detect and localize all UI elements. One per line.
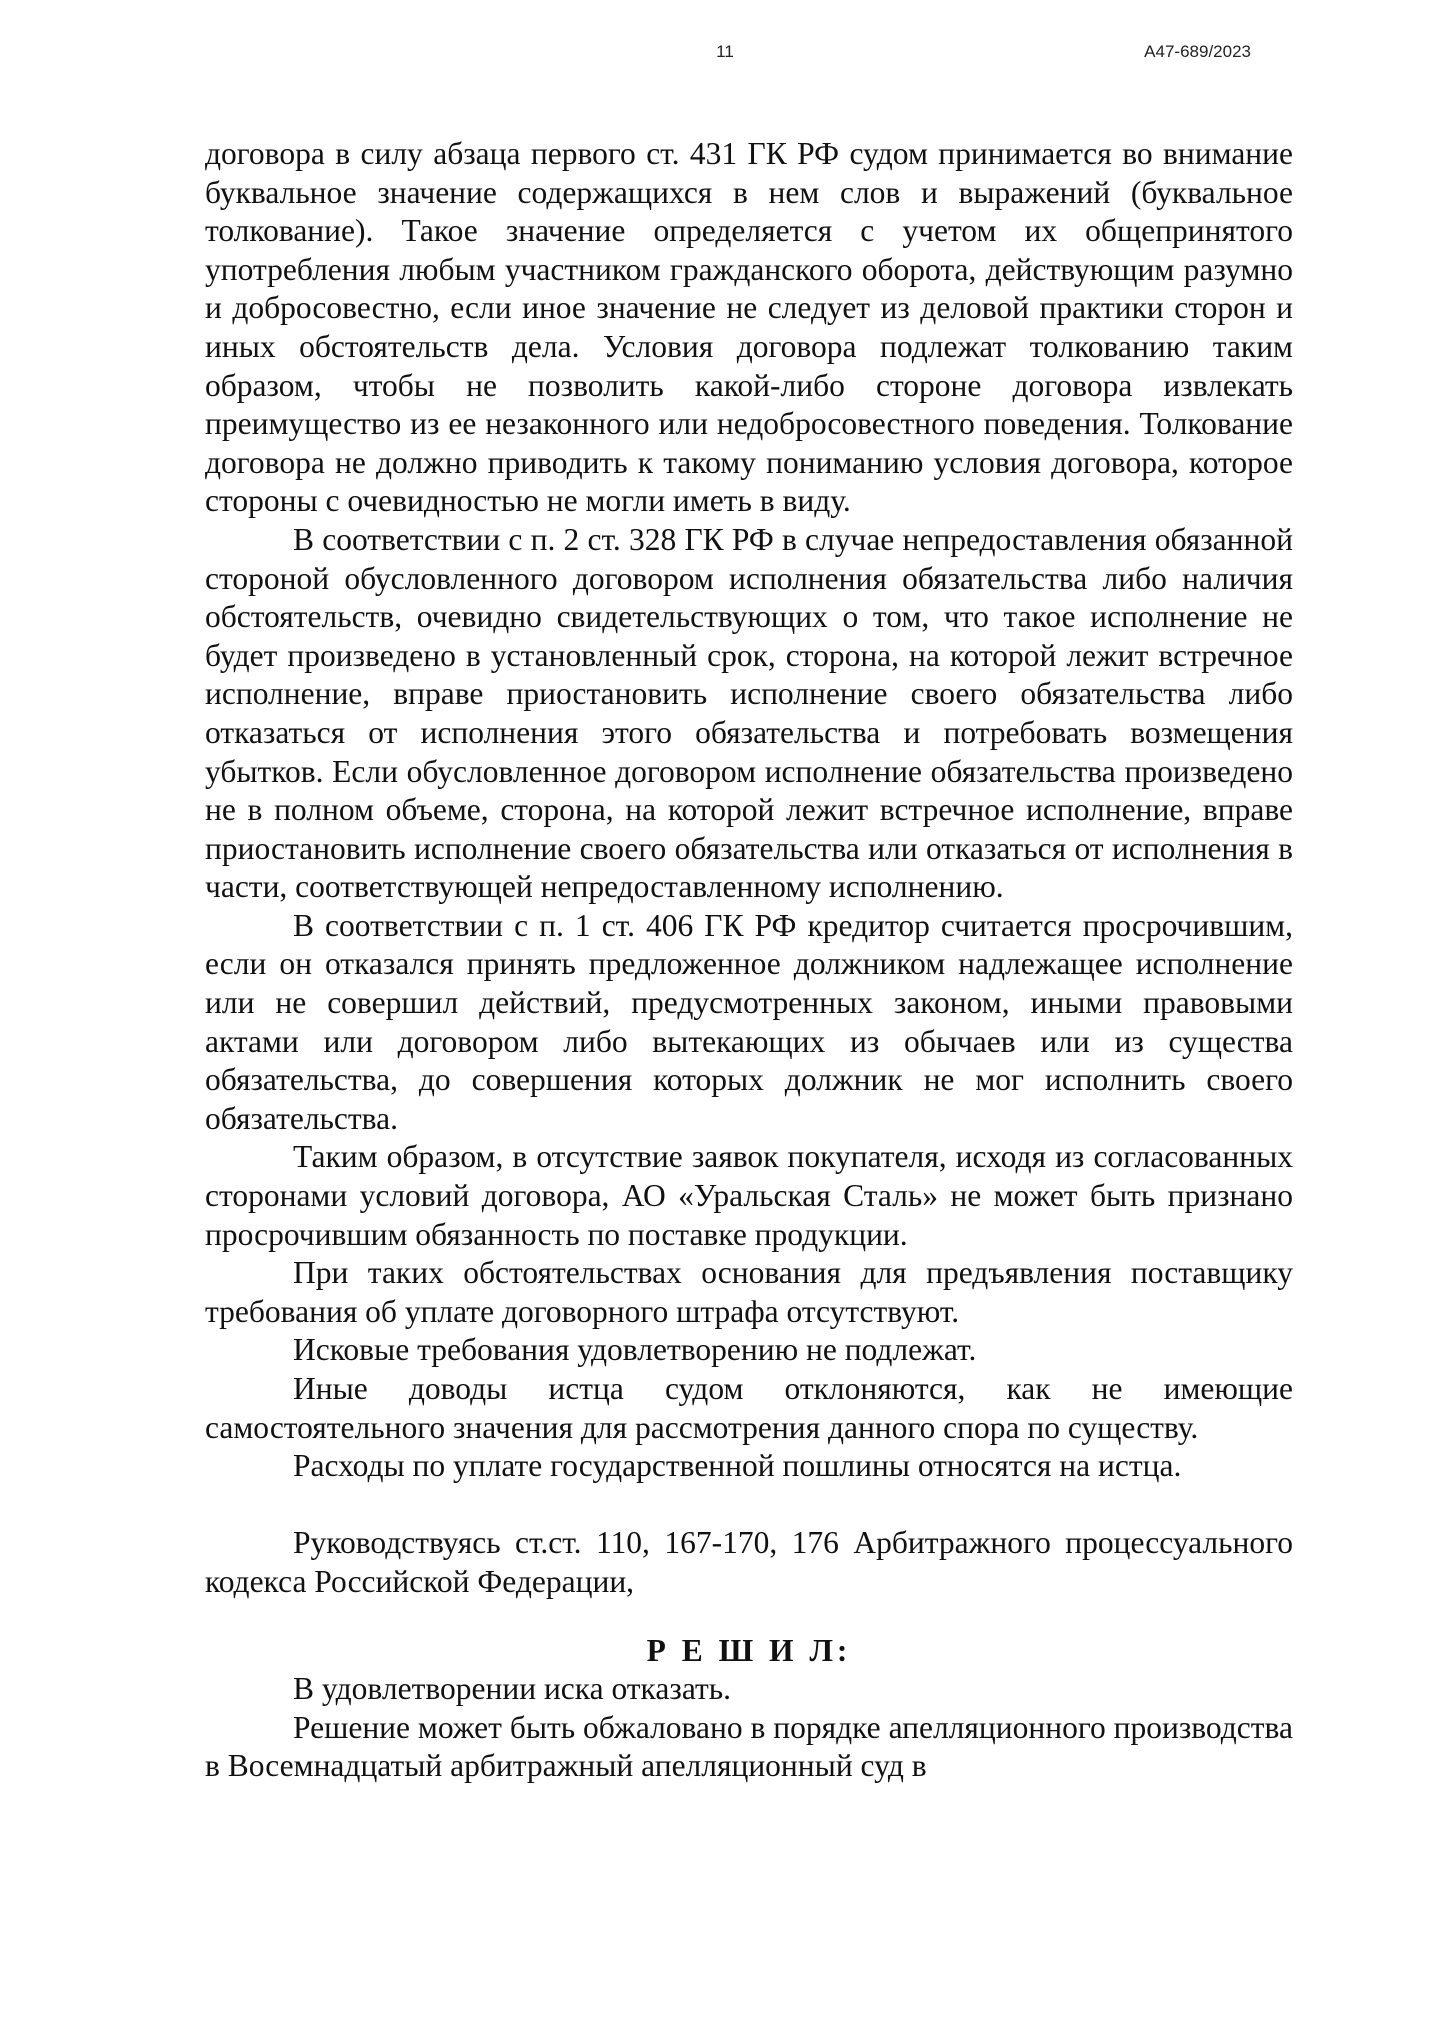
paragraph-refuse-claim: В удовлетворении иска отказать. [293, 1671, 731, 1707]
paragraph-claims-rejected: Исковые требования удовлетворению не подлежат. [293, 1332, 977, 1368]
page-header [0, 42, 1429, 66]
paragraph-circumstances: При таких обстоятельствах основания для предъявления поставщику требования об уплате договорного штрафа отсутствуют. [205, 1255, 1293, 1329]
paragraph-guided-by: Руководствуясь ст.ст. 110, 167-170, 176 Арбитражного процессуального кодекса Российской Федерации, [205, 1525, 1293, 1599]
paragraph-appeal: Решение может быть обжаловано в порядке апелляционного производства в Восемнадцатый арбитражный апелляционный суд в [205, 1709, 1293, 1784]
paragraph-article-328: В соответствии с п. 2 ст. 328 ГК РФ в случае непредоставления обязанной стороной обусловленного договором исполнения обязательства либо наличия обстоятельств, очевидно свидетельствующих о том, что такое исполнение не будет произведено в установленный срок, сторона, на которой лежит встречное исполнение, вправе приостановить исполнение своего обязательства либо отказаться от исполнения этого обязательства и потребовать возмещения убытков. Если обусловленное договором исполнение обязательства произведено не в полном объеме, сторона, на которой лежит встречное исполнение, вправе приостановить исполнение своего обязательства или отказаться от исполнения в части, соответствующей непредоставленному исполнению. [205, 521, 1293, 905]
paragraph-court-costs: Расходы по уплате государственной пошлины относятся на истца. [293, 1448, 1182, 1484]
page-number: 11 [716, 42, 734, 61]
spacer [205, 1602, 1293, 1632]
spacer [205, 1486, 1293, 1525]
resolved-heading: Р Е Ш И Л: [646, 1632, 852, 1668]
document-body [205, 135, 1293, 1786]
paragraph-conclusion: Таким образом, в отсутствие заявок покупателя, исходя из согласованных сторонами условий договора, АО «Уральская Сталь» не может быть признано просрочившим обязанность по поставке продукции. [205, 1139, 1293, 1252]
paragraph-other-arguments: Иные доводы истца судом отклоняются, как не имеющие самостоятельного значения для рассмотрения данного спора по существу. [205, 1371, 1293, 1445]
paragraph-article-406: В соответствии с п. 1 ст. 406 ГК РФ кредитор считается просрочившим, если он отказался принять предложенное должником надлежащее исполнение или не совершил действий, предусмотренных законом, иными правовыми актами или договором либо вытекающих из обычаев или из существа обязательства, до совершения которых должник не мог исполнить своего обязательства. [205, 907, 1293, 1136]
paragraph-contract-interpretation: договора в силу абзаца первого ст. 431 ГК РФ судом принимается во внимание буквальное значение содержащихся в нем слов и выражений (буквальное толкование). Такое значение определяется с учетом их общепринятого употребления любым участником гражданского оборота, действующим разумно и добросовестно, если иное значение не следует из деловой практики сторон и иных обстоятельств дела. Условия договора подлежат толкованию таким образом, чтобы не позволить какой-либо стороне договора извлекать преимущество из ее незаконного или недобросовестного поведения. Толкование договора не должно приводить к такому пониманию условия договора, которое стороны с очевидностью не могли иметь в виду. [205, 136, 1293, 519]
case-number: А47-689/2023 [1144, 42, 1251, 61]
